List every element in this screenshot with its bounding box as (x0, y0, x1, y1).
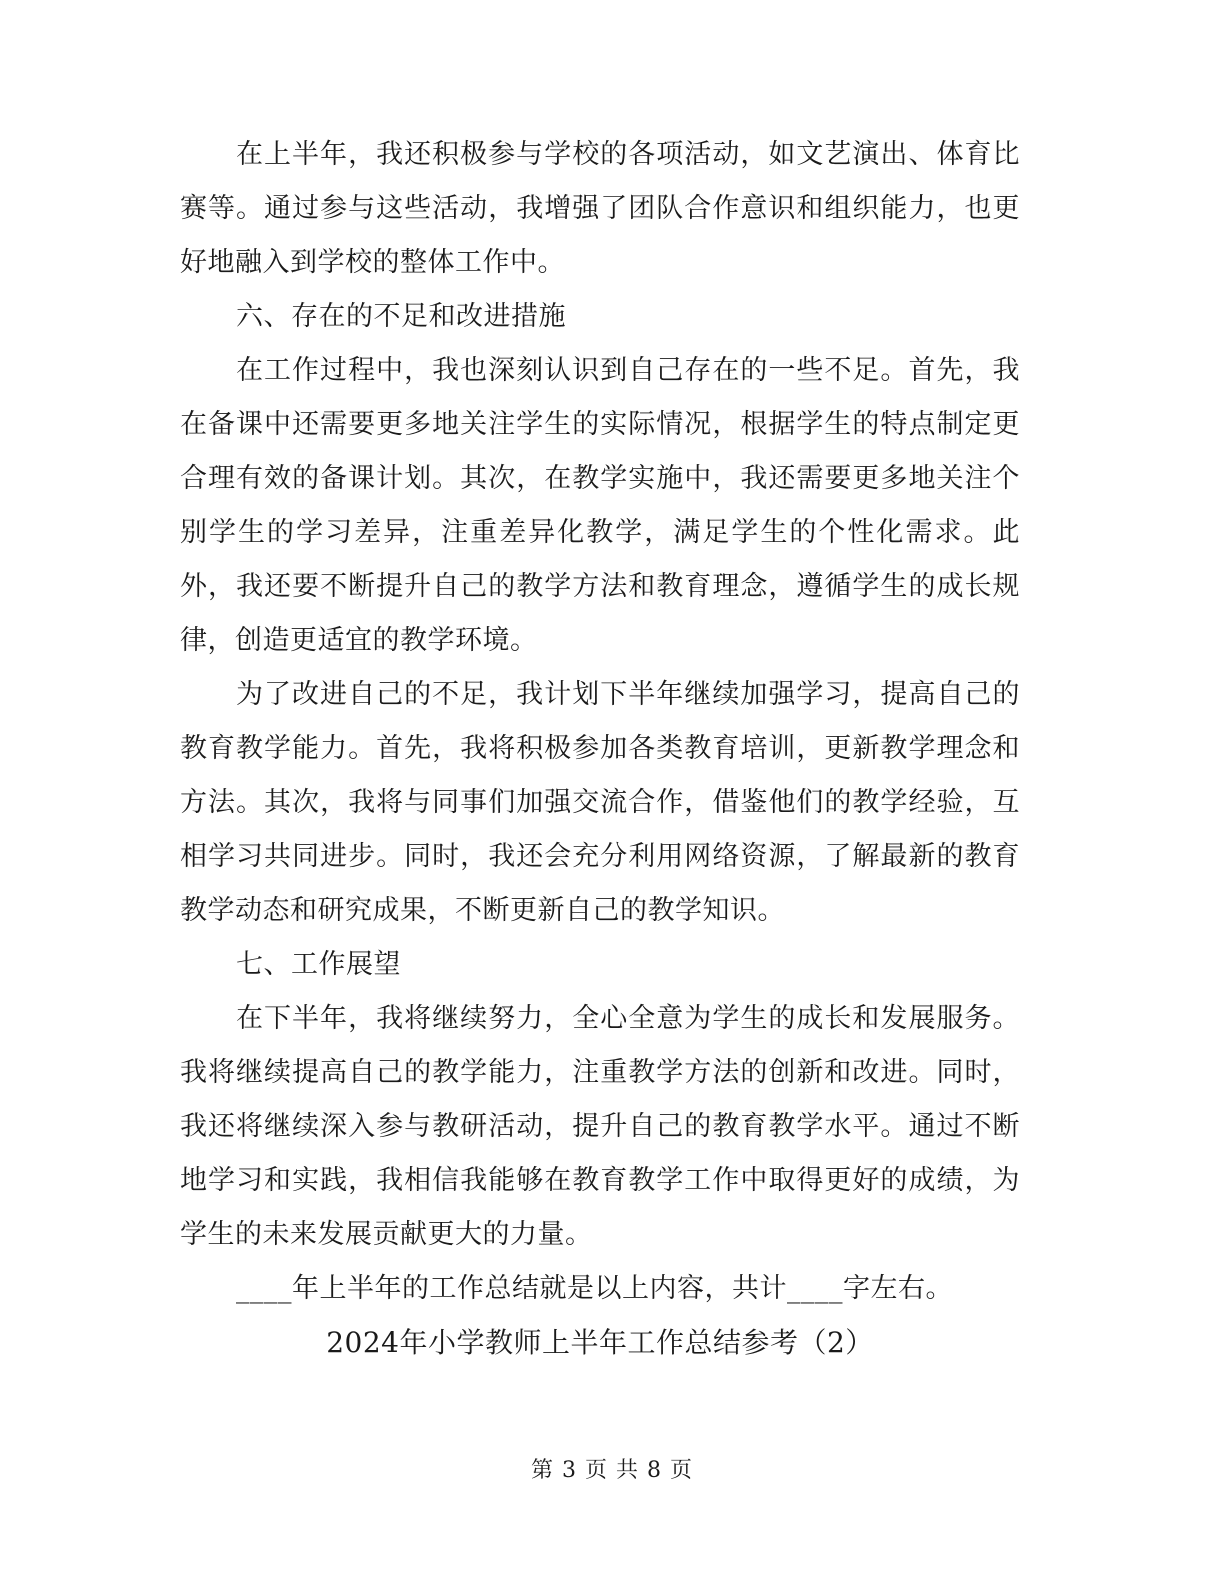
paragraph-activities: 在上半年，我还积极参与学校的各项活动，如文艺演出、体育比赛等。通过参与这些活动，我增强了团队合作意识和组织能力，也更好地融入到学校的整体工作中。 (180, 139, 1020, 278)
page-footer: 第 3 页 共 8 页 (531, 1458, 693, 1483)
paragraph-shortcomings: 在工作过程中，我也深刻认识到自己存在的一些不足。首先，我在备课中还需要更多地关注学生的实际情况，根据学生的特点制定更合理有效的备课计划。其次，在教学实施中，我还需要更多地关注个别学生的学习差异，注重差异化教学，满足学生的个性化需求。此外，我还要不断提升自己的教学方法和教育理念，遵循学生的成长规律，创造更适宜的教学环境。 (180, 355, 1020, 656)
next-document-title: 2024年小学教师上半年工作总结参考（2） (326, 1326, 874, 1359)
section-heading-outlook: 七、工作展望 (236, 949, 401, 980)
document-body (180, 128, 1020, 1370)
paragraph-outlook: 在下半年，我将继续努力，全心全意为学生的成长和发展服务。我将继续提高自己的教学能力，注重教学方法的创新和改进。同时，我还将继续深入参与教研活动，提升自己的教育教学水平。通过不断地学习和实践，我相信我能够在教育教学工作中取得更好的成绩，为学生的未来发展贡献更大的力量。 (180, 1003, 1020, 1250)
section-heading-shortcomings: 六、存在的不足和改进措施 (236, 301, 566, 332)
paragraph-closing: ____年上半年的工作总结就是以上内容，共计____字左右。 (236, 1273, 953, 1304)
paragraph-improvements: 为了改进自己的不足，我计划下半年继续加强学习，提高自己的教育教学能力。首先，我将积极参加各类教育培训，更新教学理念和方法。其次，我将与同事们加强交流合作，借鉴他们的教学经验，互相学习共同进步。同时，我还会充分利用网络资源，了解最新的教育教学动态和研究成果，不断更新自己的教学知识。 (180, 679, 1020, 926)
